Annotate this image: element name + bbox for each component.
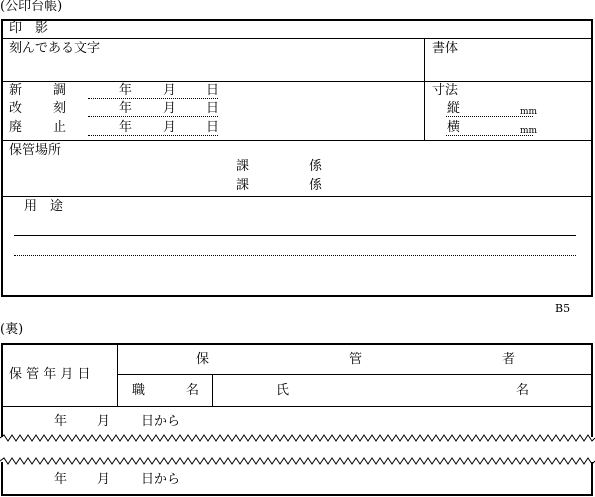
date-row-label-a: 廃 <box>9 120 23 135</box>
front-heading: (公印台帳) <box>0 0 63 14</box>
size-label: 寸法 <box>432 83 459 98</box>
divider <box>2 38 592 39</box>
day-from-cell: 日から <box>141 414 181 429</box>
divider <box>2 81 592 82</box>
divider <box>424 39 425 140</box>
width-label: 横 <box>447 120 461 135</box>
date-row-label-b: 調 <box>53 83 67 98</box>
month-unit: 月 <box>163 83 177 98</box>
custodian-header-2: 管 <box>349 352 363 367</box>
custodian-header-1: 保 <box>196 352 210 367</box>
table-border-bottom <box>1 494 593 496</box>
width-line <box>446 135 533 136</box>
custodian-header-3: 者 <box>502 352 516 367</box>
month-unit: 月 <box>163 101 177 116</box>
storage-location-label: 保管場所 <box>9 143 62 158</box>
date-row-label-b: 止 <box>53 120 67 135</box>
section-label: 課 <box>236 178 250 193</box>
table-border-left <box>1 343 3 437</box>
name-header-1: 氏 <box>276 383 290 398</box>
back-heading: (裏) <box>0 322 24 337</box>
day-unit: 日 <box>206 83 220 98</box>
table-border-right <box>591 343 593 437</box>
usage-line <box>14 235 576 236</box>
year-unit: 年 <box>119 101 133 116</box>
day-unit: 日 <box>206 101 220 116</box>
date-row-label-a: 改 <box>9 101 23 116</box>
year-unit: 年 <box>119 83 133 98</box>
unit-label: 係 <box>309 178 323 193</box>
divider <box>2 406 591 407</box>
table-border-top <box>1 343 593 345</box>
divider <box>117 374 591 375</box>
position-header-2: 名 <box>186 383 200 398</box>
month-cell: 月 <box>97 414 111 429</box>
date-row-label-b: 刻 <box>53 101 67 116</box>
width-unit: mm <box>520 126 538 136</box>
year-cell: 年 <box>54 414 68 429</box>
date-row-label-a: 新 <box>9 83 23 98</box>
divider <box>2 140 592 141</box>
year-cell: 年 <box>54 472 68 487</box>
day-from-cell: 日から <box>141 472 181 487</box>
table-border-right <box>591 462 593 496</box>
name-header-2: 名 <box>516 383 530 398</box>
month-cell: 月 <box>97 472 111 487</box>
divider <box>117 344 118 406</box>
section-label: 課 <box>236 159 250 174</box>
date-line <box>88 116 218 117</box>
engraved-text-label: 刻んである文字 <box>9 41 101 56</box>
date-line <box>88 98 218 99</box>
break-line-top <box>0 434 595 442</box>
day-unit: 日 <box>206 120 220 135</box>
paper-size-label: B5 <box>555 302 571 315</box>
usage-dotted-line <box>14 255 576 256</box>
typeface-label: 書体 <box>432 41 459 56</box>
unit-label: 係 <box>309 159 323 174</box>
position-header-1: 職 <box>132 383 146 398</box>
height-label: 縦 <box>447 101 461 116</box>
table-border-left <box>1 462 3 496</box>
divider <box>212 375 213 406</box>
height-line <box>446 116 533 117</box>
seal-impression-label: 印 影 <box>9 21 49 36</box>
date-line <box>88 135 218 136</box>
height-unit: mm <box>520 107 538 117</box>
divider <box>2 196 592 197</box>
month-unit: 月 <box>163 120 177 135</box>
storage-period-header: 保 管 年 月 日 <box>9 367 91 382</box>
usage-label: 用 途 <box>24 199 64 214</box>
break-line-bottom <box>0 457 595 465</box>
year-unit: 年 <box>119 120 133 135</box>
